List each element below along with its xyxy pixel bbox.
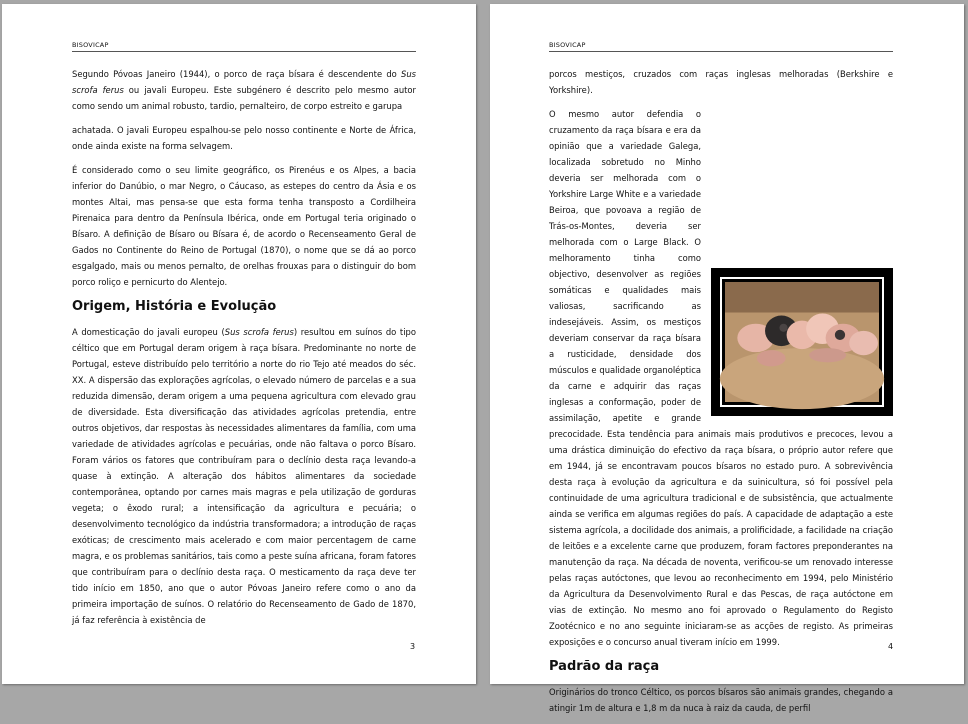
italic-term: Sus scrofa ferus bbox=[72, 69, 416, 95]
piglets-image bbox=[725, 282, 879, 402]
paragraph: Originários do tronco Céltico, os porcos bísaros são animais grandes, chegando a atingir 1m de altura e 1,8 m da nuca à raiz da cauda, de perfil bbox=[549, 687, 893, 713]
pigs-photo bbox=[711, 268, 893, 416]
paragraph bbox=[72, 66, 416, 114]
section-heading: Padrão da raça bbox=[549, 659, 660, 674]
paragraph: porcos mestiços, cruzados com raças inglesas melhoradas (Berkshire e Yorkshire). bbox=[549, 69, 893, 95]
page-header bbox=[549, 39, 893, 52]
text-run: ou javali Europeu. Este subgénero é descrito pelo mesmo autor como sendo um animal robusto, tardio, pernalteiro, de corpo estreito e garupa bbox=[72, 85, 416, 111]
page-body bbox=[549, 66, 893, 724]
text-run: A domesticação do javali europeu ( bbox=[72, 327, 225, 337]
page-number: 3 bbox=[410, 642, 416, 651]
paragraph: achatada. O javali Europeu espalhou-se pelo nosso continente e Norte de África, onde ainda existe na forma selvagem. bbox=[72, 125, 416, 151]
photo-frame bbox=[720, 277, 884, 407]
page-header bbox=[72, 39, 416, 52]
page-right bbox=[490, 4, 964, 713]
paragraph: É considerado como o seu limite geográfico, os Pirenéus e os Alpes, a bacia inferior do Danúbio, o mar Negro, o Cáucaso, as estepes do centro da Ásia e os montes Altai, mas pensa-se que esta forma tenha transposto a Cordilheira Pirenaica para dentro da Península Ibérica, onde em Portugal teria originado o Bísaro. A definição de Bísaro ou Bísara é, de acordo o Recenseamento Geral de Gados no Continente do Reino de Portugal (1870), o nome que se dá ao porco esgalgado, mais ou menos pernalto, de orelhas frouxas para o distinguir do bom porco roliço e pernicurto do Alentejo. bbox=[72, 165, 416, 287]
text-run: Segundo Póvoas Janeiro (1944), o porco de raça bísara é descendente do bbox=[72, 69, 401, 79]
page-number: 4 bbox=[888, 642, 894, 651]
page-left bbox=[2, 4, 476, 684]
header-text: BISOVICAP bbox=[549, 41, 586, 49]
text-run: ) resultou em suínos do tipo céltico que em Portugal deram origem à raça bísara. Predominante no norte de Portugal, esteve distribuído pelo território a norte do rio Tejo até meados do séc. XX. A dispersão das explorações agrícolas, o elevado número de parcelas e a sua reduzida dimensão, deram origem a uma pequena agricultura com elevado grau de diversidade. Esta diversificação das atividades agrícolas pretendia, entre outros objetivos, dar respostas às necessidades alimentares da família, com uma variedade de atividades agrícolas e pecuárias, onde não faltava o porco Bísaro. Foram vários os fatores que contribuíram para o declínio desta raça levando-a quase à extinção. A alteração dos hábitos alimentares da sociedade contemporânea, optando por carnes mais magras e pela utilização de gorduras vegeta; o êxodo rural; a intensificação da agricultura e pecuária; o desenvolvimento tecnológico da indústria transformadora; a introdução de raças exóticas; de crescimento mais acelerado e com maior percentagem de carne magra, e os problemas sanitários, tais como a peste suína africana, foram fatores que contribuíram para o declínio desta raça. O mesticamento da raça deve ter tido início em 1850, ano que o autor Póvoas Janeiro refere como o ano da primeira importação de suínos. O relatório do Recenseamento de Gado de 1870, já faz referência à existência de bbox=[72, 327, 416, 625]
text-with-figure bbox=[549, 106, 893, 650]
paragraph bbox=[72, 324, 416, 628]
section-heading: Origem, História e Evolução bbox=[72, 299, 277, 314]
page-body bbox=[72, 66, 416, 636]
header-text: BISOVICAP bbox=[72, 41, 109, 49]
italic-term: Sus scrofa ferus bbox=[224, 327, 294, 337]
paragraph: O mesmo autor defendia o cruzamento da raça bísara e era da opinião que a variedade Galega, localizada sobretudo no Minho deveria ser melhorada com o Yorkshire Large White e a variedade Beiroa, que povoava a região de Trás-os-Montes, deveria ser melhorada com o Large Black. O melhoramento tinha como objectivo, desenvolver as regiões somáticas e qualidades mais valiosas, sacrificando as indesejáveis. Assim, os mestiços deveriam conservar da raça bísara a rusticidade, densidade dos músculos e qualidade organoléptica da carne e adquirir das raças inglesas a conformação, poder de assimilação, apetite e grande precocidade. Esta tendência para animais mais produtivos e precoces, levou a uma drástica diminuição do efectivo da raça bísara, o próprio autor refere que em 1944, já se encontravam poucos bísaros no estado puro. A sobrevivência desta raça à evolução da agricultura e da suinicultura, só foi possível pela continuidade de uma agricultura tradicional e de subsistência, que actualmente ainda se verifica em algumas regiões do país. A capacidade de adaptação a este sistema agrícola, a docilidade dos animais, a prolificidade, a facilidade na criação de leitões e a excelente carne que produzem, foram factores preponderantes na manutenção da raça. Na década de noventa, verificou-se um renovado interesse pelas raças autóctones, que levou ao reconhecimento em 1994, pelo Ministério da Agricultura da Desenvolvimento Rural e das Pescas, de raça autóctone em vias de extinção. No mesmo ano foi aprovado o Regulamento do Registo Zootécnico e no ano seguinte iniciaram-se as acções de registo. As primeiras exposições e o concurso anual tiveram início em 1999. bbox=[549, 109, 893, 647]
